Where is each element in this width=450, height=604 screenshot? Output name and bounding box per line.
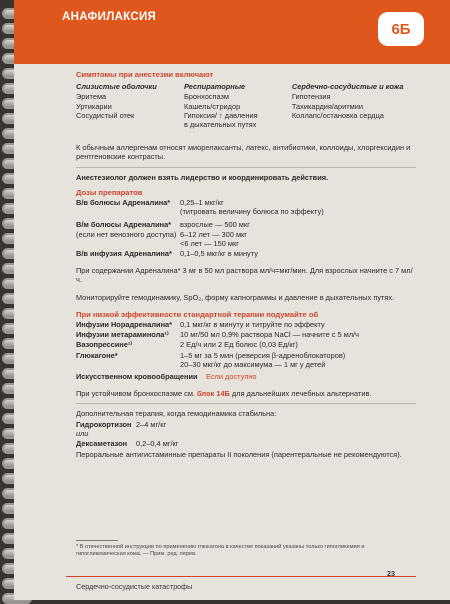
symptom-item: Сосудистый отек <box>76 110 135 120</box>
dose-name-group <box>76 220 180 248</box>
divider <box>76 167 416 168</box>
lead-statement: Анестезиолог должен взять лидерство и координировать действия. <box>76 172 329 182</box>
second-line-title: При низкой эффективности стандартной терапии подумайте об <box>76 309 319 319</box>
additional-row <box>76 439 416 448</box>
drug-value: 20–30 мкг/кг до максимума — 1 мг у детей <box>180 359 326 369</box>
dose-row <box>76 220 416 248</box>
drug-value: 2 Ед/ч или 2 Ед болюс (0,03 Ед/кг) <box>180 340 298 350</box>
footnote: * В отечественной инструкции по применению глюкагона в качестве показаний указаны только гипогликемия и гипогликемическая кома. — Прим. ред. перев. <box>76 544 365 557</box>
drug-values <box>180 351 416 369</box>
drug-name: Инфузии метараминола¹⁾ <box>76 330 169 340</box>
dose-name: В/м болюсы Адреналина* <box>76 220 172 230</box>
symptoms-column-heading: Слизистые оболочки <box>76 82 157 92</box>
drug-value: 0,1 мкг/кг в минуту и титруйте по эффекту <box>180 320 325 330</box>
drug-name: Дексаметазон <box>76 439 128 449</box>
doses-title: Дозы препаратов <box>76 187 143 197</box>
dose-note: (если нет венозного доступа) <box>76 229 177 239</box>
section-badge: 6Б <box>378 12 424 46</box>
drug-value: Если доступно <box>206 372 257 382</box>
section-title: АНАФИЛАКСИЯ <box>62 11 157 23</box>
drug-name: Вазопрессине¹⁾ <box>76 340 133 350</box>
drug-name: Искусственном кровообращении <box>76 372 198 382</box>
additional-therapy-title: Дополнительная терапия, когда гемодинамика стабильна: <box>76 409 277 419</box>
symptoms-table <box>76 82 416 129</box>
drug-value: 10 мг/50 мл 0,9% раствора NaCl — начните с 5 мл/ч <box>180 330 359 340</box>
symptom-item: Тахикардия/аритмии <box>291 101 364 111</box>
second-line-row <box>76 340 416 349</box>
drug-name: Инфузии Норадреналина* <box>76 320 173 330</box>
bronchospasm-paragraph <box>76 389 416 398</box>
or-label: или <box>76 428 89 438</box>
dose-value: 0,25–1 мкг/кг <box>180 198 224 208</box>
footnote-rule <box>76 540 118 541</box>
adrenaline-concentration-paragraph: При содержании Адреналина* 3 мг в 50 мл раствора мл/ч=мкг/мин. Для взрослых начните с 7 мл/ч. <box>76 266 413 285</box>
drug-value: 0,2–0,4 мг/кг <box>136 439 179 449</box>
symptoms-column-heading: Сердечно-сосудистые и кожа <box>291 82 404 92</box>
divider <box>76 403 416 404</box>
drug-name: Гидрокортизон <box>76 419 132 429</box>
symptom-item: Кашель/стридор <box>183 101 241 111</box>
section-header <box>14 0 450 64</box>
dose-name: В/в инфузия Адреналина* <box>76 249 172 259</box>
symptom-item: Гипоксия/ ↑ давления <box>183 110 258 120</box>
symptom-item: Гипотензия <box>291 92 331 102</box>
dose-value: (титровать величину болюса по эффекту) <box>180 207 324 217</box>
drug-value: 1–5 мг за 5 мин (реверсия β-адреноблокаторов) <box>180 350 346 360</box>
allergens-paragraph: К обычным аллергенам относят миорелаксанты, латекс, антибиотики, коллоиды, хлоргексидин и рентгеновские контрасты. <box>76 143 411 162</box>
symptom-item: Бронхоспазм <box>183 92 230 102</box>
footer-section-name: Сердечно-сосудистые катастрофы <box>76 582 193 591</box>
second-line-row <box>76 351 416 369</box>
page-number: 23 <box>387 569 395 578</box>
symptom-item: в дыхательных путях <box>183 120 257 130</box>
second-line-row <box>76 372 416 381</box>
drug-value: 2–4 мг/кг <box>136 419 167 429</box>
block-reference-link[interactable]: блок 14Б <box>197 389 230 399</box>
symptoms-column-mucosa <box>76 82 184 129</box>
dose-value: 0,1–0,5 мкг/кг в минуту <box>180 249 258 259</box>
dose-row <box>76 198 416 216</box>
symptoms-column-heading: Респираторные <box>183 82 246 92</box>
bronchospasm-text: При устойчивом бронхоспазме см. <box>76 389 195 399</box>
second-line-row <box>76 330 416 339</box>
footer-rule <box>66 576 416 577</box>
symptom-item: Уртикарии <box>76 101 112 111</box>
additional-row <box>76 420 416 429</box>
symptoms-column-cardio <box>292 82 416 129</box>
antihistamine-paragraph: Пероральные антигистаминные препараты II поколения (парентеральные не рекомендуются). <box>76 450 402 460</box>
drug-name: Глюкагоне* <box>76 350 118 360</box>
symptoms-column-respiratory <box>184 82 292 129</box>
dose-value: 6–12 лет — 300 мкг <box>180 229 247 239</box>
symptom-item: Коллапс/остановка сердца <box>291 110 384 120</box>
dose-row <box>76 249 416 258</box>
dose-value: <6 лет — 150 мкг <box>180 238 239 248</box>
monitoring-paragraph: Мониторируйте гемодинамику, SpO₂, форму капнограммы и давление в дыхательных путях. <box>76 292 395 302</box>
page-content <box>76 70 416 460</box>
dose-values <box>180 198 416 216</box>
symptom-item: Эритема <box>76 92 107 102</box>
dose-value: взрослые — 500 мкг <box>180 220 250 230</box>
dose-name: В/в болюсы Адреналина* <box>76 198 171 208</box>
bronchospasm-text: для дальнейших лечебных альтернатив. <box>231 389 372 399</box>
dose-values <box>180 220 416 248</box>
second-line-row <box>76 320 416 329</box>
symptoms-title: Симптомы при анестезии включают <box>76 70 214 79</box>
